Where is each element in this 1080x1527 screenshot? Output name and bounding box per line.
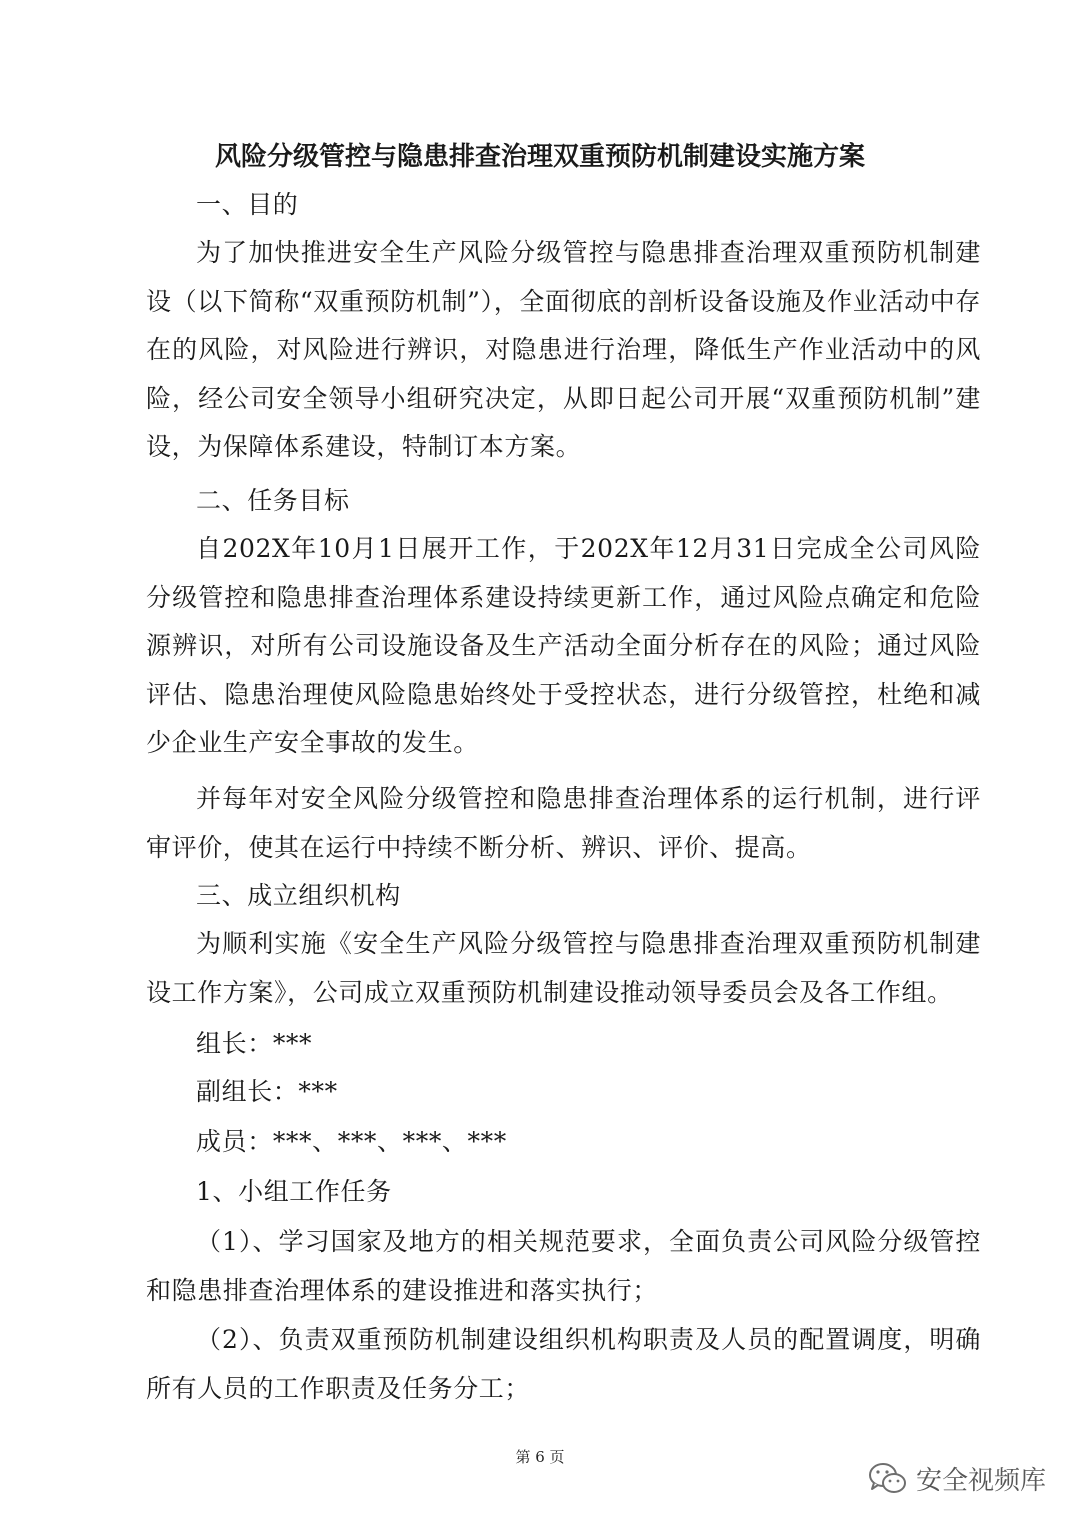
page-number: 第 6 页 [515, 1448, 565, 1466]
watermark [868, 1460, 1046, 1497]
leader-value: *** [272, 1029, 313, 1058]
watermark-text: 安全视频库 [915, 1466, 1046, 1496]
deputy-value: *** [298, 1077, 338, 1106]
leader-label: 组长： [196, 1029, 273, 1058]
section2-heading: 二、任务目标 [196, 486, 350, 515]
section3-paragraph: 为顺利实施《安全生产风险分级管控与隐患排查治理双重预防机制建设工作方案》，公司成立双重预防机制建设推动领导委员会及各工作组。 [146, 929, 981, 1007]
members-label: 成员： [196, 1127, 273, 1156]
section3-heading: 三、成立组织机构 [196, 881, 401, 910]
deputy-label: 副组长： [196, 1077, 299, 1106]
section2-paragraph-2: 并每年对安全风险分级管控和隐患排查治理体系的运行机制，进行评审评价，使其在运行中持续不断分析、辨识、评价、提高。 [146, 784, 981, 862]
members-value: ***、***、***、*** [272, 1127, 507, 1156]
deputy-line [196, 1068, 338, 1117]
members-line [196, 1118, 507, 1167]
section1-heading: 一、目的 [196, 190, 299, 219]
task-item-1: （1）、学习国家及地方的相关规范要求，全面负责公司风险分级管控和隐患排查治理体系的建设推进和落实执行； [146, 1227, 981, 1305]
wechat-icon [868, 1462, 908, 1496]
tasks-heading: 1、小组工作任务 [196, 1177, 392, 1206]
leader-line [196, 1020, 312, 1069]
section2-paragraph-1: 自202X年10月1日展开工作，于202X年12月31日完成全公司风险分级管控和隐患排查治理体系建设持续更新工作，通过风险点确定和危险源辨识，对所有公司设施设备及生产活动全面分析存在的风险；通过风险评估、隐患治理使风险隐患始终处于受控状态，进行分级管控，杜绝和减少企业生产安全事故的发生。 [146, 534, 981, 757]
section1-paragraph: 为了加快推进安全生产风险分级管控与隐患排查治理双重预防机制建设（以下简称“双重预防机制”），全面彻底的剖析设备设施及作业活动中存在的风险，对风险进行辨识，对隐患进行治理，降低生产作业活动中的风险，经公司安全领导小组研究决定，从即日起公司开展“双重预防机制”建设，为保障体系建设，特制订本方案。 [146, 238, 981, 461]
document-title: 风险分级管控与隐患排查治理双重预防机制建设实施方案 [214, 142, 865, 172]
task-item-2: （2）、负责双重预防机制建设组织机构职责及人员的配置调度，明确所有人员的工作职责及任务分工； [146, 1325, 981, 1403]
